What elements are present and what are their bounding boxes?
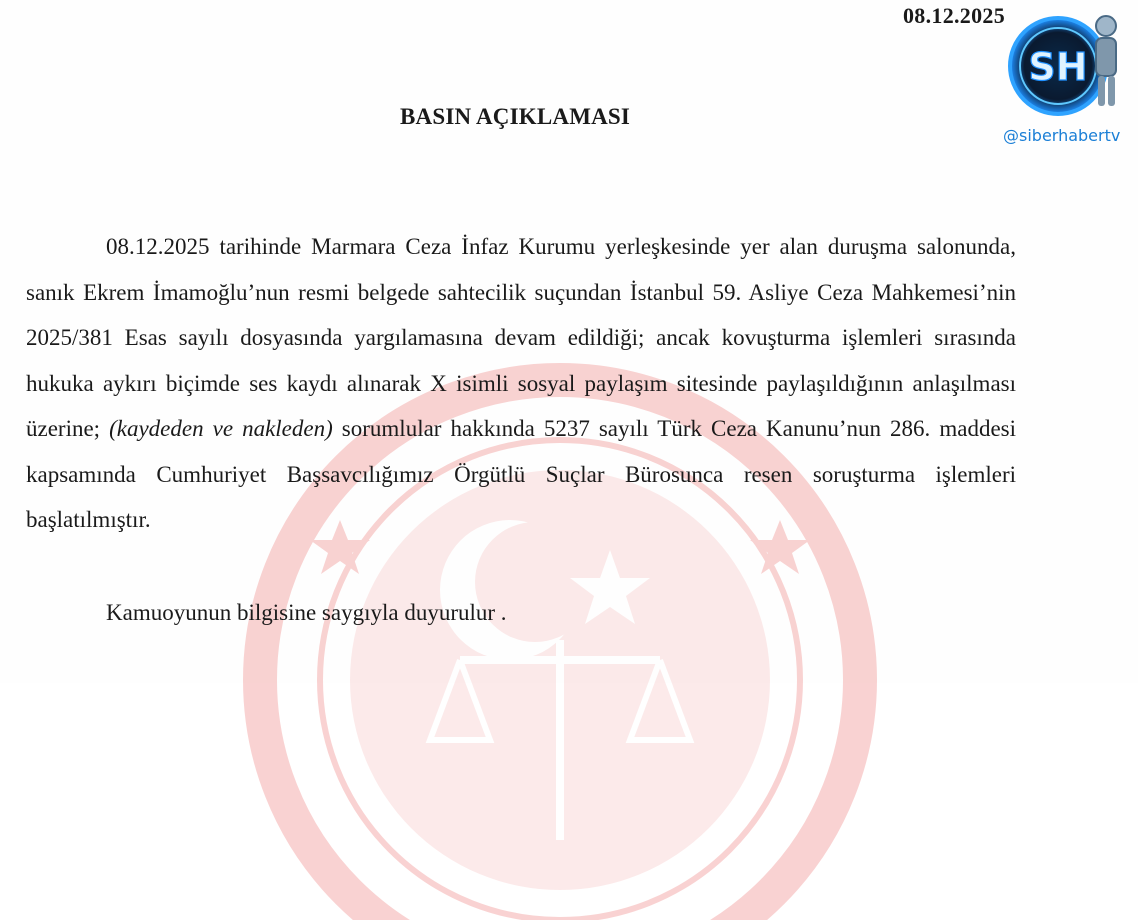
closing-line: Kamuoyunun bilgisine saygıyla duyurulur . [106,600,507,625]
paragraph-text-part1: 08.12.2025 tarihinde Marmara Ceza İnfaz Kurumu yerleşkesinde yer alan duruşma salonunda, sanık Ekrem İmamoğlu’nun resmi belgede sahtecilik suçundan İstanbul 59. Asliye Ceza Mahkemesi’nin 2025/381 Esas sayılı dosyasında yargılamasına devam edildiği; ancak kovuşturma işlemleri sırasında hukuka aykırı biçimde ses kaydı alınarak X isimli sosyal paylaşım sitesinde paylaşıldığının anlaşılması üzerine; [26,234,1016,441]
document-title: BASIN AÇIKLAMASI [400,104,631,129]
document-date: 08.12.2025 [903,3,1005,28]
press-release-paragraph [26,224,1016,543]
siberhaber-logo-icon [1006,8,1126,120]
paragraph-text-part2: sorumlular hakkında 5237 sayılı Türk Ceza Kanunu’nun 286. maddesi kapsamında Cumhuriyet Başsavcılığımız Örgütlü Suçlar Bürosunca resen soruşturma işlemleri başlatılmıştır. [26,416,1016,532]
channel-handle: @siberhabertv [1003,126,1121,145]
paragraph-italic-text: (kaydeden ve nakleden) [109,416,333,441]
logo-letters: SH [1028,45,1088,89]
